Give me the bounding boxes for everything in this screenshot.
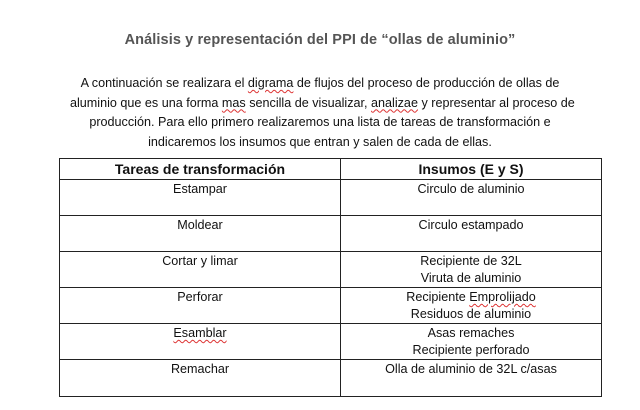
input-item: Olla de aluminio de 32L c/asas xyxy=(385,362,557,376)
table-row xyxy=(60,288,602,324)
task-label: Remachar xyxy=(170,362,230,376)
input-item: Residuos de aluminio xyxy=(410,307,532,321)
table-row xyxy=(60,180,602,216)
inputs-cell xyxy=(341,180,602,216)
intro-line-4: indicaremos los insumos que entran y salen de cada de ellas. xyxy=(148,134,492,149)
intro-text: aluminio que es una forma xyxy=(70,95,222,110)
table-row xyxy=(60,216,602,252)
input-item: Viruta de aluminio xyxy=(420,271,522,285)
task-label: Moldear xyxy=(177,218,223,232)
task-label: Estampar xyxy=(173,182,227,196)
task-cell xyxy=(60,360,341,397)
input-item: Recipiente de 32L xyxy=(420,254,522,268)
task-label: Esamblar xyxy=(173,326,227,340)
task-cell xyxy=(60,216,341,252)
input-text: Recipiente xyxy=(406,290,470,304)
input-item: Asas remaches xyxy=(427,326,515,340)
transformation-table xyxy=(59,158,602,397)
misspelled-word: mas xyxy=(221,95,246,110)
inputs-cell xyxy=(341,252,602,288)
task-cell xyxy=(60,252,341,288)
misspelled-word: digrama xyxy=(247,76,294,90)
document-title: Análisis y representación del PPI de “ollas de aluminio” xyxy=(124,32,516,48)
intro-paragraph xyxy=(70,74,575,152)
intro-text: y representar al proceso de xyxy=(417,95,575,110)
task-cell xyxy=(60,180,341,216)
intro-text: sencilla de visualizar, xyxy=(245,95,372,110)
task-cell xyxy=(60,324,341,360)
table-row xyxy=(60,252,602,288)
intro-line-2 xyxy=(70,94,575,114)
input-item: Circulo de aluminio xyxy=(417,182,525,196)
header-inputs: Insumos (E y S) xyxy=(341,159,602,180)
input-item: Circulo estampado xyxy=(418,218,524,232)
intro-text: A continuación se realizara el xyxy=(80,76,248,90)
intro-text: de flujos del proceso de producción de ollas de xyxy=(293,76,560,90)
inputs-cell xyxy=(341,288,602,324)
intro-line-3: producción. Para ello primero realizaremos una lista de tareas de transformación e xyxy=(89,115,551,129)
inputs-cell xyxy=(341,324,602,360)
task-label: Cortar y limar xyxy=(162,254,238,268)
task-cell xyxy=(60,288,341,324)
misspelled-word: Emprolijado xyxy=(469,290,536,304)
input-item: Recipiente perforado xyxy=(412,343,530,357)
misspelled-word: analizae xyxy=(371,95,418,110)
table-header-row xyxy=(60,159,602,180)
input-item xyxy=(345,289,597,306)
table-row xyxy=(60,360,602,397)
table-row xyxy=(60,324,602,360)
intro-line-1 xyxy=(70,74,570,94)
task-label: Perforar xyxy=(177,290,223,304)
inputs-cell xyxy=(341,360,602,397)
header-tasks: Tareas de transformación xyxy=(60,159,341,180)
inputs-cell xyxy=(341,216,602,252)
